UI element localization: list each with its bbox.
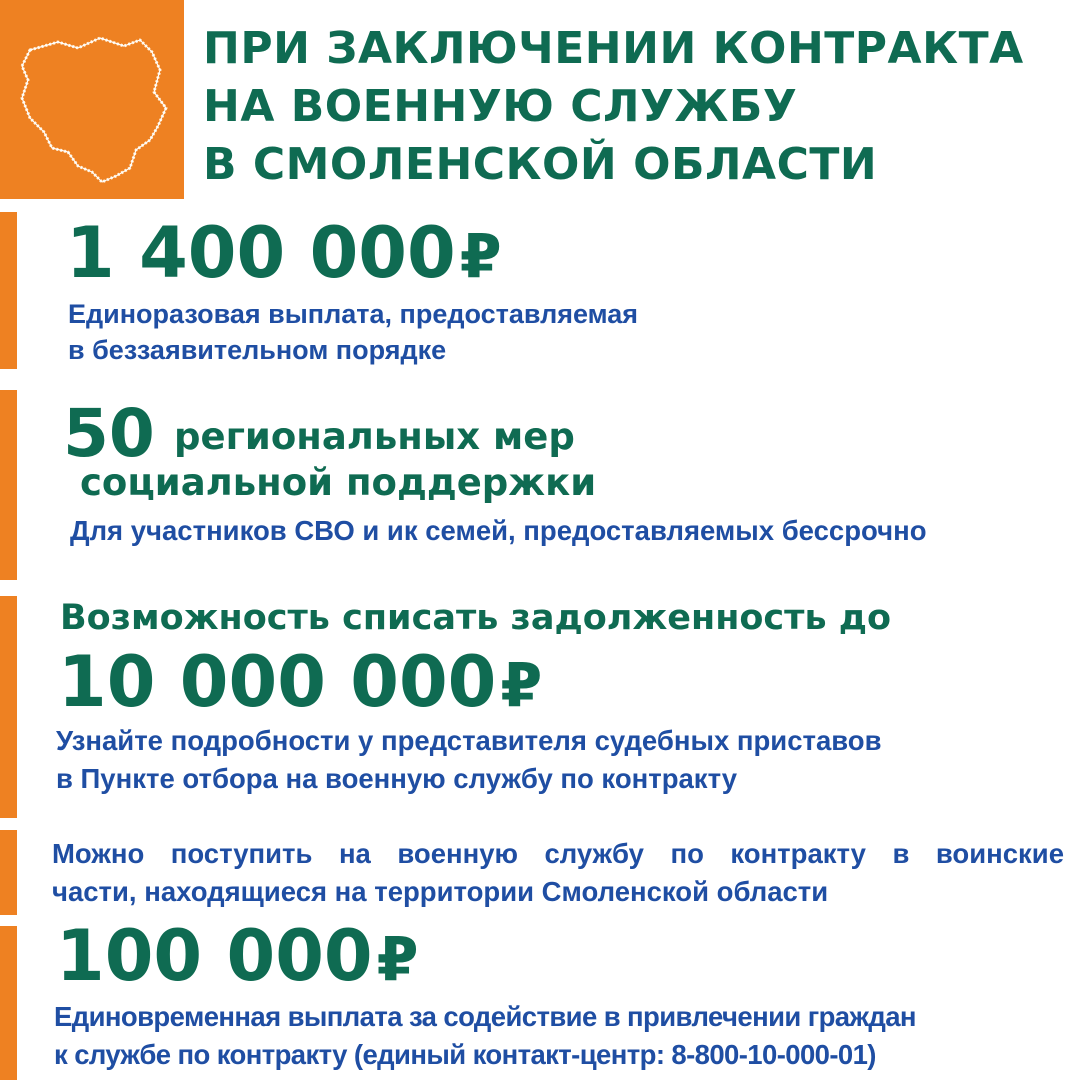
debt-writeoff-amount: [58, 642, 542, 726]
support-measures-title-line-1: региональных мер: [174, 415, 575, 458]
page-title: [203, 20, 1080, 194]
debt-writeoff-desc-line-2: в Пункте отбора на военную службу по контракту: [56, 763, 738, 794]
referral-payment-desc-line-1: Единовременная выплата за содействие в привлечении граждан: [54, 1001, 916, 1032]
side-accent-bar-4: [0, 830, 17, 915]
support-measures-title-line-2: социальной поддержки: [80, 461, 597, 504]
referral-payment-description: [54, 998, 916, 1074]
support-measures-count: 50: [63, 395, 155, 472]
side-accent-bar-2: [0, 390, 17, 580]
debt-writeoff-value: 10 000 000: [58, 641, 497, 723]
lump-sum-value: 1 400 000: [66, 212, 456, 294]
title-line-1: ПРИ ЗАКЛЮЧЕНИИ КОНТРАКТА: [203, 23, 1024, 74]
referral-payment-value: 100 000: [56, 915, 373, 997]
support-measures-description: Для участников СВО и ик семей, предоставляемых бессрочно: [70, 515, 927, 546]
lump-sum-desc-line-2: в беззаявительном порядке: [68, 335, 447, 365]
lump-sum-amount: [66, 213, 502, 297]
local-units-desc-line-2: части, находящиеся на территории Смоленской области: [52, 876, 829, 907]
ruble-sign: ₽: [459, 222, 502, 292]
referral-payment-amount: [56, 916, 419, 1000]
ruble-sign: ₽: [500, 651, 543, 721]
region-logo-box: [0, 0, 184, 199]
ruble-sign: ₽: [376, 925, 419, 995]
title-line-2: НА ВОЕННУЮ СЛУЖБУ: [203, 81, 798, 132]
lump-sum-description: [68, 296, 638, 368]
local-units-description: [52, 835, 1064, 911]
smolensk-region-outline-icon: [0, 0, 184, 199]
title-line-3: В СМОЛЕНСКОЙ ОБЛАСТИ: [203, 139, 878, 190]
lump-sum-desc-line-1: Единоразовая выплата, предоставляемая: [68, 299, 639, 329]
debt-writeoff-desc-line-1: Узнайте подробности у представителя судебных приставов: [56, 725, 882, 756]
side-accent-bar-3: [0, 596, 17, 818]
debt-writeoff-heading: Возможность списать задолженность до: [60, 598, 892, 638]
local-units-desc-line-1: Можно поступить на военную службу по контракту в воинские: [52, 838, 1064, 869]
referral-payment-desc-line-2: к службе по контракту (единый контакт-центр: 8-800-10-000-01): [54, 1039, 876, 1070]
debt-writeoff-description: [56, 722, 882, 798]
side-accent-bar-5: [0, 926, 17, 1080]
side-accent-bar-1: [0, 212, 17, 369]
